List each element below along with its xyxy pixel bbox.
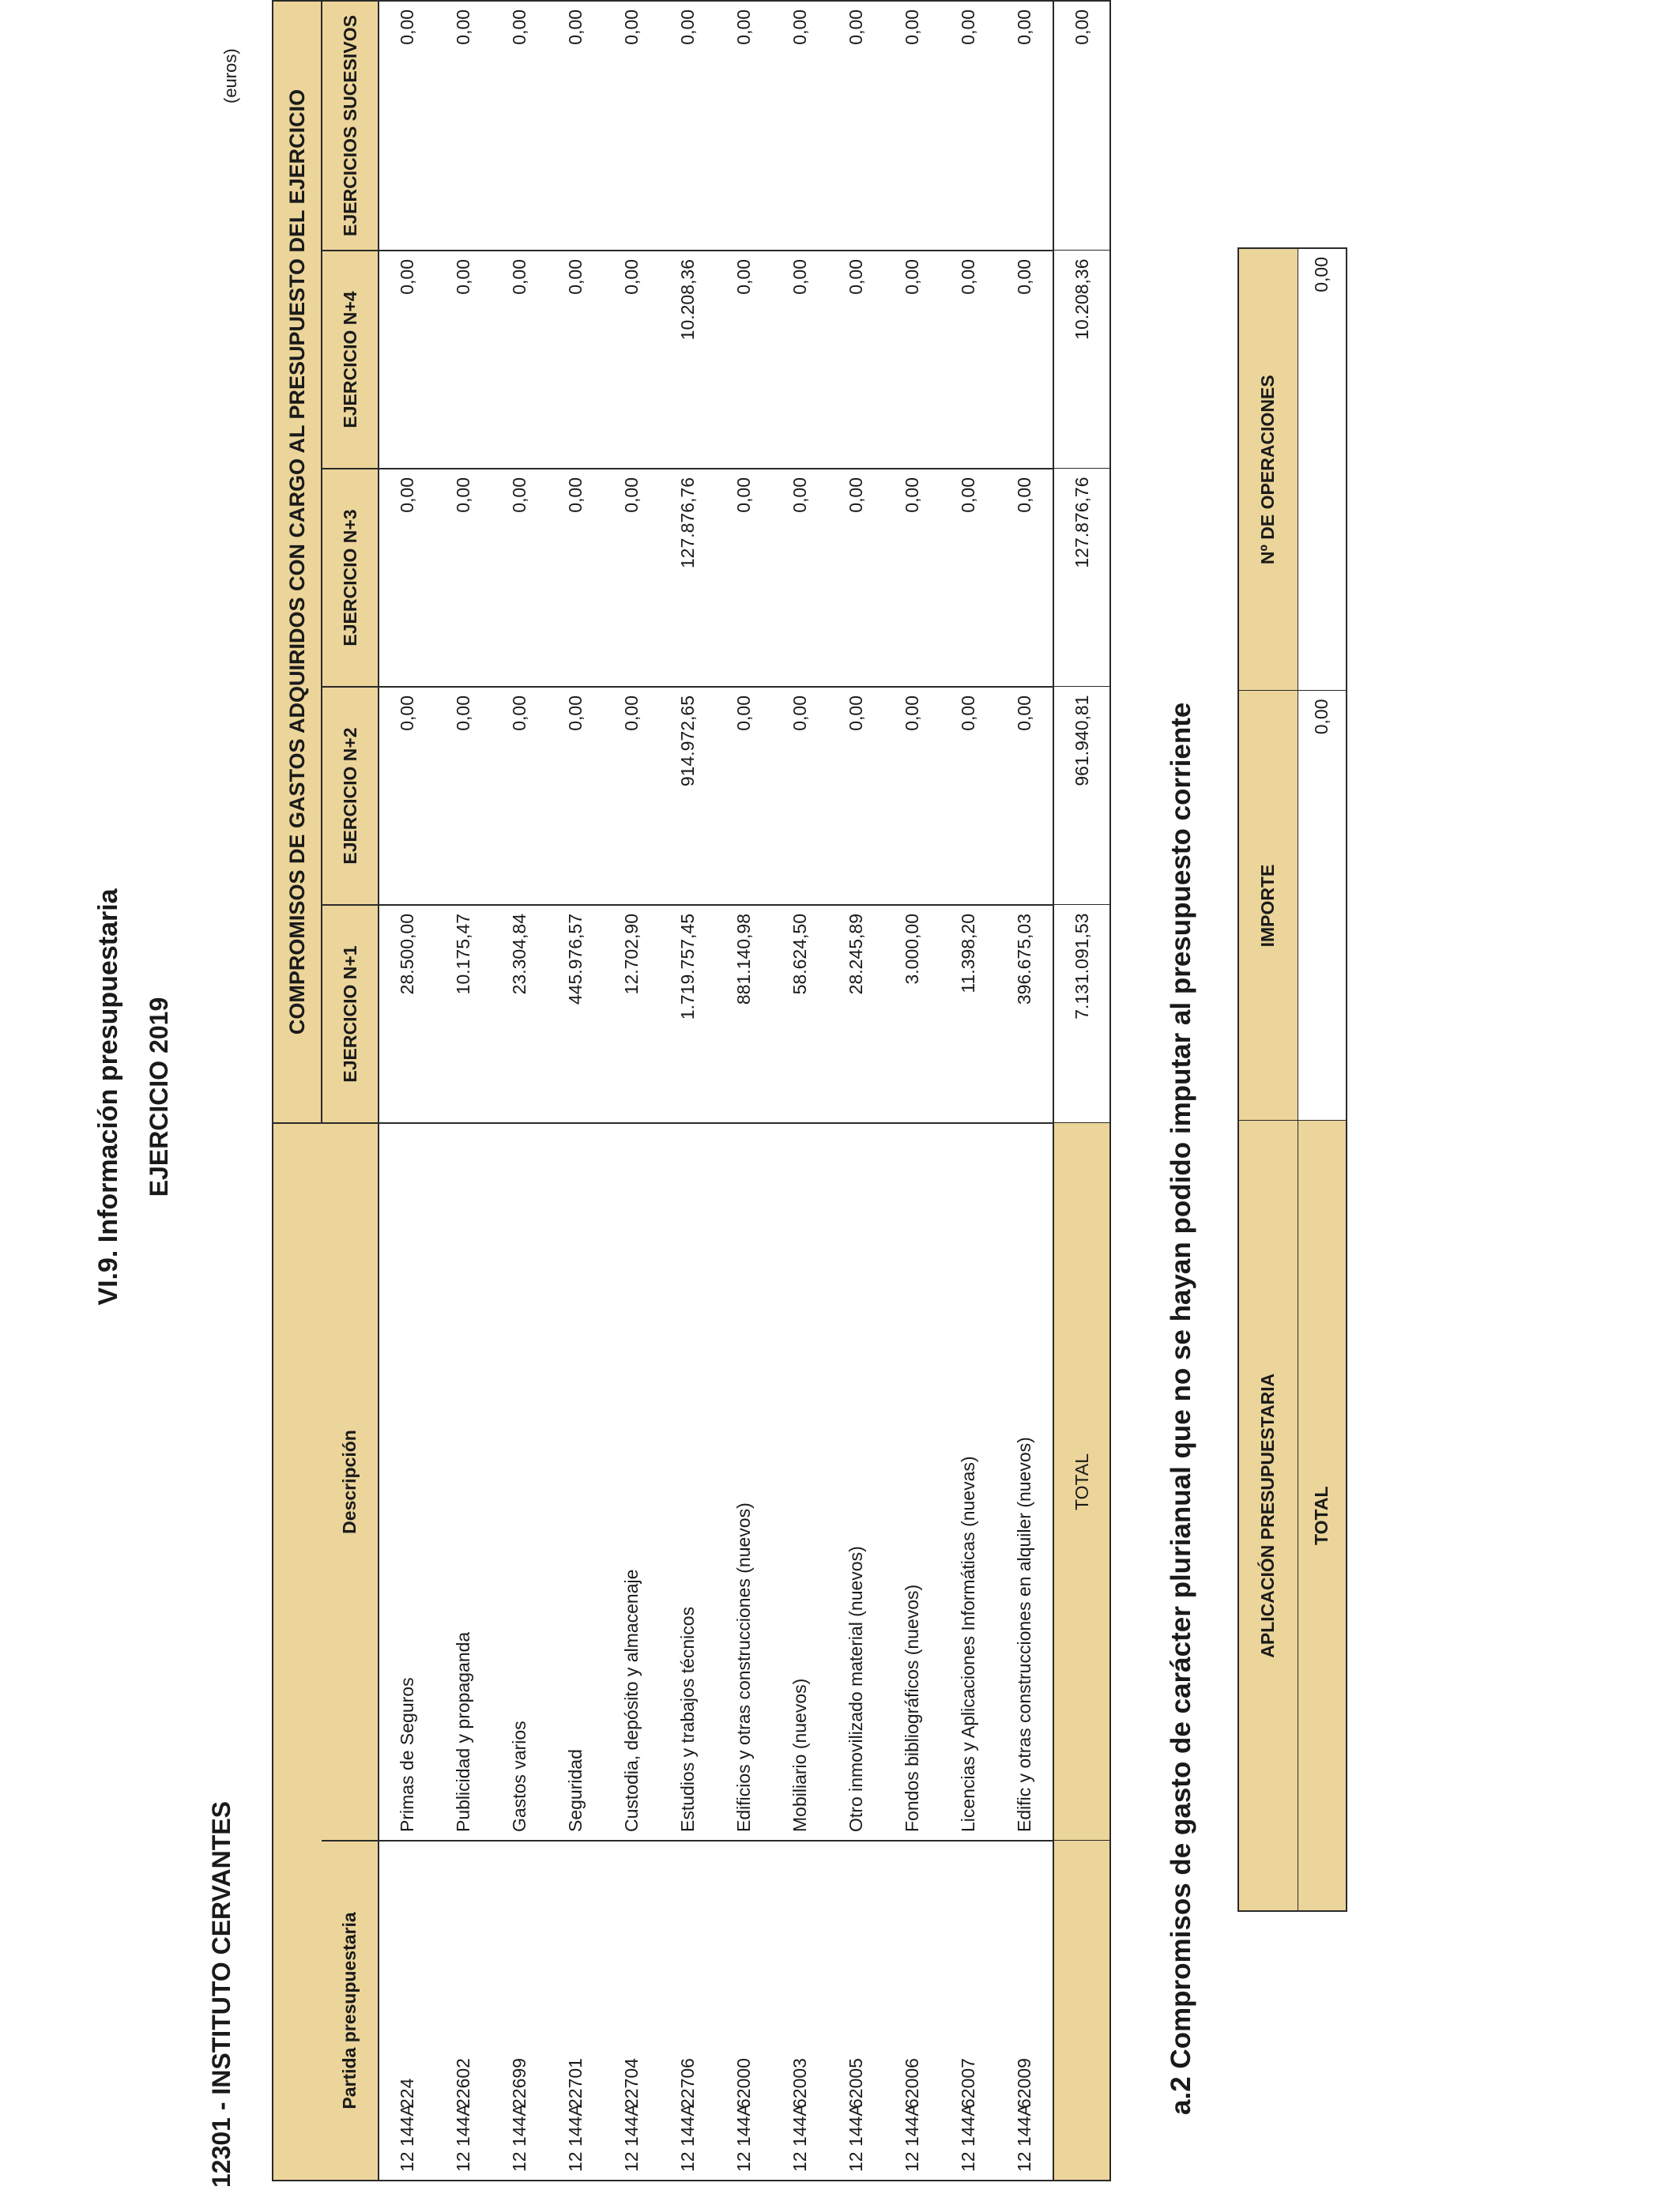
table-row (660, 1, 716, 2181)
descripcion-cell: Publicidad y propaganda (435, 1123, 492, 1841)
commitments-table (272, 0, 1111, 2181)
organica-code: 12 144A (453, 2104, 473, 2172)
partida-cell (940, 1841, 996, 2181)
partida-cell (435, 1841, 492, 2181)
units-label: (euros) (220, 48, 240, 104)
economica-code: 62007 (958, 2058, 978, 2109)
partida-cell (379, 1841, 435, 2181)
table-row (492, 1, 548, 2181)
organica-code: 12 144A (677, 2104, 698, 2172)
n2-cell: 0,00 (548, 687, 604, 905)
sucesivos-cell: 0,00 (604, 1, 660, 251)
table-row (716, 1, 772, 2181)
sucesivos-cell: 0,00 (772, 1, 828, 251)
partida-cell (660, 1841, 716, 2181)
organica-code: 12 144A (733, 2104, 754, 2172)
section-a2-title: a.2 Compromisos de gasto de carácter plurianual que no se hayan podido imputar al presupuesto corriente (1166, 702, 1196, 2115)
col-aplicacion: APLICACIÓN PRESUPUESTARIA (1238, 1121, 1298, 1911)
table-row (548, 1, 604, 2181)
n2-cell: 0,00 (492, 687, 548, 905)
descripcion-cell: Gastos varios (492, 1123, 548, 1841)
col-n2: EJERCICIO N+2 (322, 687, 379, 905)
economica-code: 62003 (789, 2058, 810, 2109)
n3-cell: 0,00 (435, 469, 492, 687)
organica-code: 12 144A (902, 2104, 922, 2172)
plurianual-total-operaciones: 0,00 (1298, 248, 1347, 691)
table-row (379, 1, 435, 2181)
page-title: VI.9. Información presupuestaria (93, 888, 123, 1306)
organica-code: 12 144A (621, 2104, 642, 2172)
sucesivos-cell: 0,00 (435, 1, 492, 251)
table-row (772, 1, 828, 2181)
n4-cell: 0,00 (548, 251, 604, 469)
organica-code: 12 144A (789, 2104, 810, 2172)
n4-cell: 0,00 (996, 251, 1053, 469)
n1-cell: 3.000,00 (884, 905, 940, 1123)
organica-code: 12 144A (397, 2104, 417, 2172)
n1-cell: 12.702,90 (604, 905, 660, 1123)
organica-code: 12 144A (1014, 2104, 1034, 2172)
economica-code: 22602 (453, 2058, 473, 2109)
total-n3: 127.876,76 (1053, 469, 1110, 687)
partida-cell (884, 1841, 940, 2181)
n2-cell: 0,00 (884, 687, 940, 905)
n1-cell: 23.304,84 (492, 905, 548, 1123)
n3-cell: 0,00 (548, 469, 604, 687)
total-blank (1053, 1841, 1110, 2181)
col-n3: EJERCICIO N+3 (322, 469, 379, 687)
n4-cell: 0,00 (828, 251, 884, 469)
n4-cell: 0,00 (940, 251, 996, 469)
n3-cell: 0,00 (716, 469, 772, 687)
table-row (884, 1, 940, 2181)
n2-cell: 0,00 (772, 687, 828, 905)
partida-cell (492, 1841, 548, 2181)
n3-cell: 0,00 (940, 469, 996, 687)
n2-cell: 914.972,65 (660, 687, 716, 905)
total-n2: 961.940,81 (1053, 687, 1110, 905)
descripcion-cell: Edificios y otras construcciones (nuevos) (716, 1123, 772, 1841)
n2-cell: 0,00 (716, 687, 772, 905)
descripcion-cell: Seguridad (548, 1123, 604, 1841)
organica-code: 12 144A (846, 2104, 866, 2172)
economica-code: 224 (397, 2078, 417, 2109)
economica-code: 62006 (902, 2058, 922, 2109)
organica-code: 12 144A (565, 2104, 586, 2172)
col-sucesivos: EJERCICIOS SUCESIVOS (322, 1, 379, 251)
n4-cell: 0,00 (435, 251, 492, 469)
plurianual-total-label: TOTAL (1298, 1121, 1347, 1911)
page-subtitle: EJERCICIO 2019 (145, 997, 173, 1197)
n1-cell: 28.245,89 (828, 905, 884, 1123)
table-row (435, 1, 492, 2181)
table-row (940, 1, 996, 2181)
total-n4: 10.208,36 (1053, 251, 1110, 469)
sucesivos-cell: 0,00 (716, 1, 772, 251)
sucesivos-cell: 0,00 (379, 1, 435, 251)
partida-cell (604, 1841, 660, 2181)
n3-cell: 0,00 (492, 469, 548, 687)
plurianual-total-importe: 0,00 (1298, 691, 1347, 1121)
sucesivos-cell: 0,00 (940, 1, 996, 251)
n4-cell: 10.208,36 (660, 251, 716, 469)
col-n4: EJERCICIO N+4 (322, 251, 379, 469)
n3-cell: 0,00 (379, 469, 435, 687)
economica-code: 22701 (565, 2058, 586, 2109)
n4-cell: 0,00 (772, 251, 828, 469)
n3-cell: 0,00 (772, 469, 828, 687)
n2-cell: 0,00 (940, 687, 996, 905)
descripcion-cell: Edific y otras construcciones en alquiler (nuevos) (996, 1123, 1053, 1841)
n2-cell: 0,00 (828, 687, 884, 905)
descripcion-cell: Otro inmovilizado material (nuevos) (828, 1123, 884, 1841)
partida-cell (996, 1841, 1053, 2181)
n3-cell: 127.876,76 (660, 469, 716, 687)
n2-cell: 0,00 (604, 687, 660, 905)
table-row (604, 1, 660, 2181)
n3-cell: 0,00 (604, 469, 660, 687)
n1-cell: 28.500,00 (379, 905, 435, 1123)
n1-cell: 1.719.757,45 (660, 905, 716, 1123)
n3-cell: 0,00 (996, 469, 1053, 687)
col-partida: Partida presupuestaria (322, 1841, 379, 2181)
n4-cell: 0,00 (492, 251, 548, 469)
group-header: COMPROMISOS DE GASTOS ADQUIRIDOS CON CARGO AL PRESUPUESTO DEL EJERCICIO (273, 1, 322, 1123)
organica-code: 12 144A (509, 2104, 529, 2172)
n1-cell: 10.175,47 (435, 905, 492, 1123)
descripcion-cell: Mobiliario (nuevos) (772, 1123, 828, 1841)
economica-code: 22704 (621, 2058, 642, 2109)
n4-cell: 0,00 (716, 251, 772, 469)
entity-name: 12301 - INSTITUTO CERVANTES (207, 1800, 235, 2188)
col-operaciones: Nº DE OPERACIONES (1238, 248, 1298, 691)
economica-code: 62000 (733, 2058, 754, 2109)
economica-code: 62009 (1014, 2058, 1034, 2109)
descripcion-cell: Primas de Seguros (379, 1123, 435, 1841)
n4-cell: 0,00 (604, 251, 660, 469)
sucesivos-cell: 0,00 (996, 1, 1053, 251)
n3-cell: 0,00 (828, 469, 884, 687)
partida-cell (772, 1841, 828, 2181)
partida-cell (828, 1841, 884, 2181)
descripcion-cell: Licencias y Aplicaciones Informáticas (nuevas) (940, 1123, 996, 1841)
descripcion-cell: Custodia, depósito y almacenaje (604, 1123, 660, 1841)
col-n1: EJERCICIO N+1 (322, 905, 379, 1123)
n2-cell: 0,00 (379, 687, 435, 905)
economica-code: 22706 (677, 2058, 698, 2109)
col-importe: IMPORTE (1238, 691, 1298, 1121)
n4-cell: 0,00 (379, 251, 435, 469)
organica-code: 12 144A (958, 2104, 978, 2172)
n1-cell: 58.624,50 (772, 905, 828, 1123)
plurianual-table (1237, 247, 1347, 1912)
n1-cell: 881.140,98 (716, 905, 772, 1123)
n1-cell: 396.675,03 (996, 905, 1053, 1123)
total-row (1053, 1, 1110, 2181)
n1-cell: 445.976,57 (548, 905, 604, 1123)
n2-cell: 0,00 (435, 687, 492, 905)
table-row (828, 1, 884, 2181)
total-label: TOTAL (1053, 1123, 1110, 1841)
sucesivos-cell: 0,00 (660, 1, 716, 251)
partida-cell (548, 1841, 604, 2181)
table-row (996, 1, 1053, 2181)
col-descripcion: Descripción (322, 1123, 379, 1841)
sucesivos-cell: 0,00 (884, 1, 940, 251)
n3-cell: 0,00 (884, 469, 940, 687)
descripcion-cell: Fondos bibliográficos (nuevos) (884, 1123, 940, 1841)
economica-code: 62005 (846, 2058, 866, 2109)
sucesivos-cell: 0,00 (828, 1, 884, 251)
n1-cell: 11.398,20 (940, 905, 996, 1123)
n4-cell: 0,00 (884, 251, 940, 469)
n2-cell: 0,00 (996, 687, 1053, 905)
sucesivos-cell: 0,00 (492, 1, 548, 251)
total-sucesivos: 0,00 (1053, 1, 1110, 251)
blank-header (273, 1123, 322, 2181)
partida-cell (716, 1841, 772, 2181)
economica-code: 22699 (509, 2058, 529, 2109)
sucesivos-cell: 0,00 (548, 1, 604, 251)
descripcion-cell: Estudios y trabajos técnicos (660, 1123, 716, 1841)
total-n1: 7.131.091,53 (1053, 905, 1110, 1123)
